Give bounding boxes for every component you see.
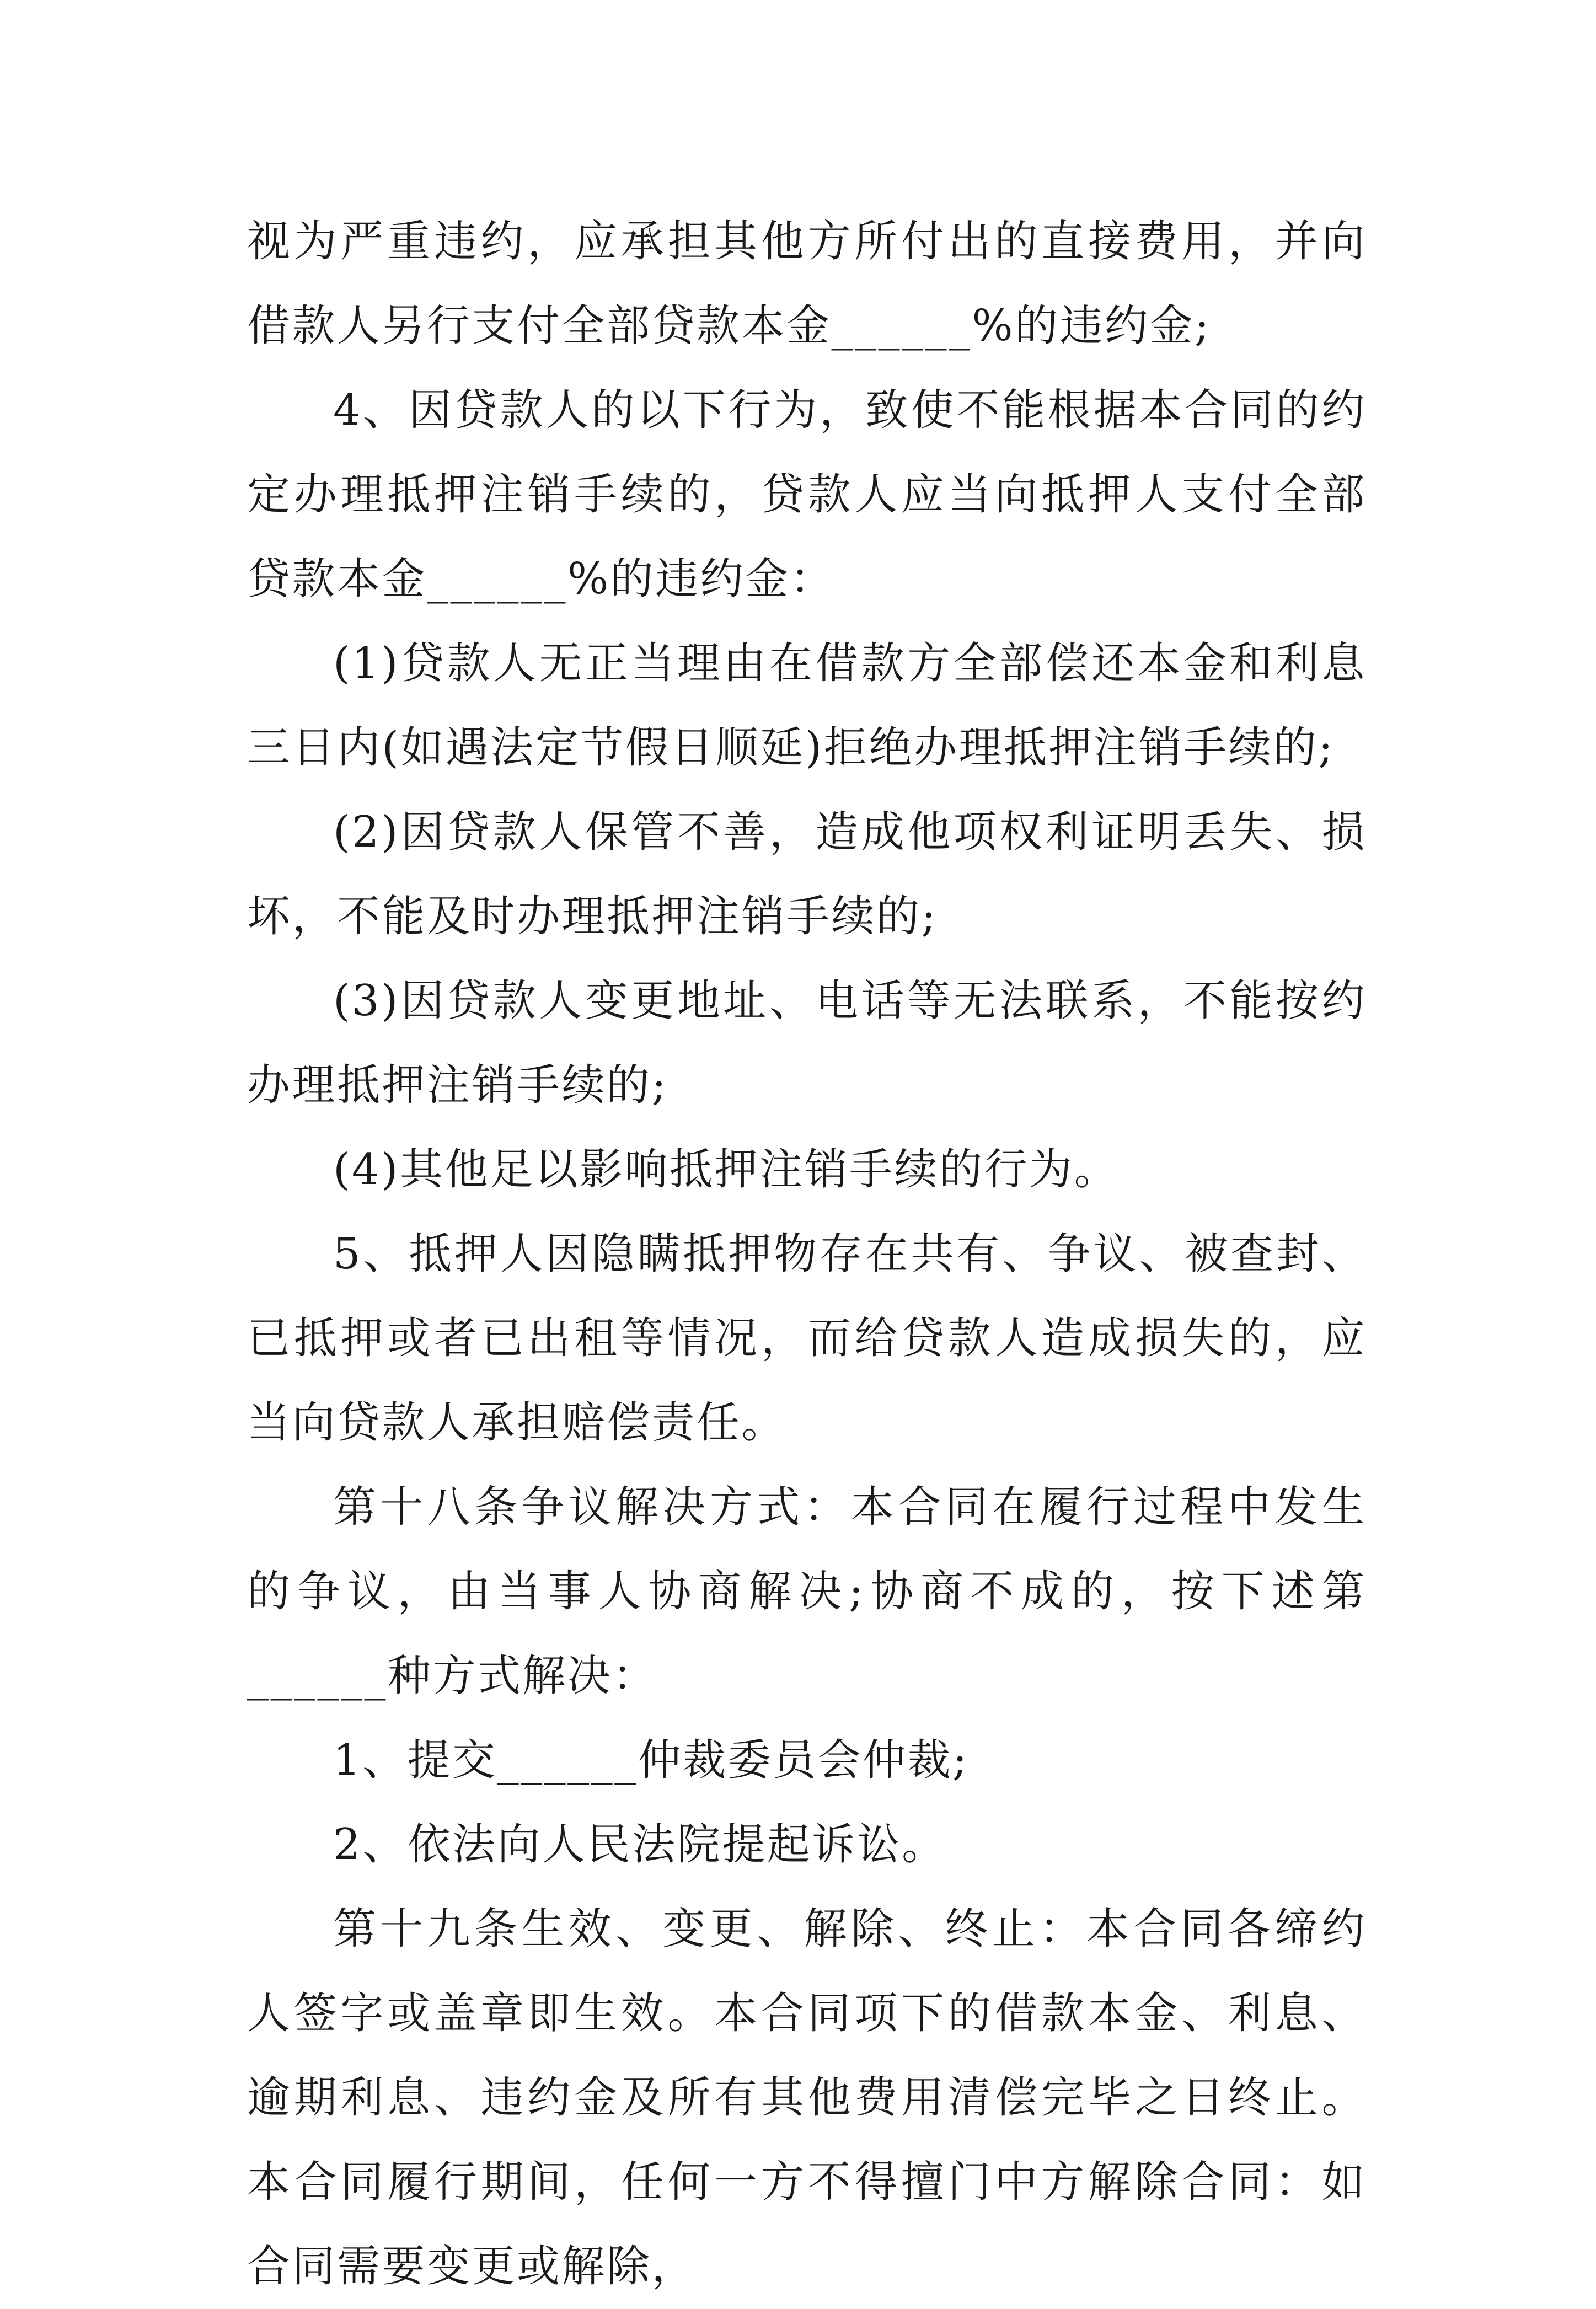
- paragraph-option-2: 2、依法向人民法院提起诉讼。: [333, 1820, 947, 1869]
- paragraph-option-1: 1、提交______仲裁委员会仲裁;: [333, 1735, 969, 1785]
- paragraph-item-1: (1)贷款人无正当理由在借款方全部偿还本金和利息三日内(如遇法定节假日顺延)拒绝办理抵押注销手续的;: [247, 639, 1367, 773]
- paragraph-clause-4: 4、因贷款人的以下行为，致使不能根据本合同的约定办理抵押注销手续的，贷款人应当向抵押人支付全部贷款本金______%的违约金：: [247, 385, 1367, 604]
- paragraph-item-4: (4)其他足以影响抵押注销手续的行为。: [333, 1145, 1119, 1194]
- paragraph-clause-5: 5、抵押人因隐瞒抵押物存在共有、争议、被查封、已抵押或者已出租等情况，而给贷款人造成损失的，应当向贷款人承担赔偿责任。: [247, 1229, 1367, 1448]
- document-body: [247, 200, 1367, 2309]
- paragraph-item-3: (3)因贷款人变更地址、电话等无法联系，不能按约办理抵押注销手续的;: [247, 976, 1367, 1110]
- paragraph-item-2: (2)因贷款人保管不善，造成他项权利证明丢失、损坏，不能及时办理抵押注销手续的;: [247, 807, 1367, 941]
- paragraph-article-18: 第十八条争议解决方式：本合同在履行过程中发生的争议，由当事人协商解决;协商不成的，按下述第______种方式解决：: [247, 1482, 1367, 1701]
- paragraph-continuation: 视为严重违约，应承担其他方所付出的直接费用，并向借款人另行支付全部贷款本金______%的违约金;: [247, 217, 1367, 351]
- paragraph-article-19: 第十九条生效、变更、解除、终止：本合同各缔约人签字或盖章即生效。本合同项下的借款本金、利息、逾期利息、违约金及所有其他费用清偿完毕之日终止。本合同履行期间，任何一方不得擅门中方解除合同：如合同需要变更或解除，: [247, 1904, 1367, 2291]
